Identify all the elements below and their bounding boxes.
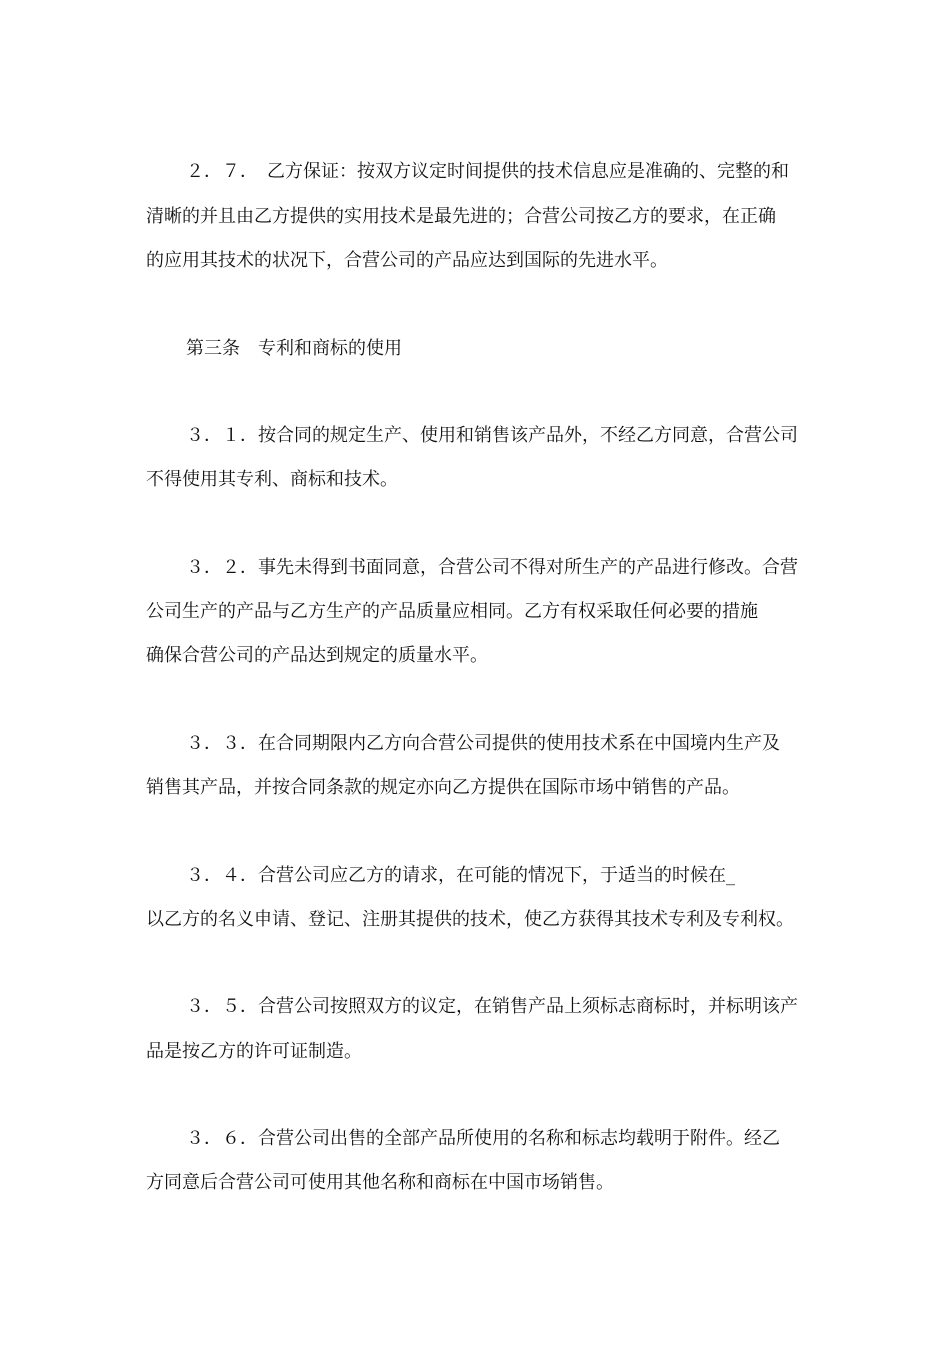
paragraph-line: 的应用其技术的状况下，合营公司的产品应达到国际的先进水平。 [146,250,668,271]
paragraph-line: 清晰的并且由乙方提供的实用技术是最先进的；合营公司按乙方的要求，在正确 [146,206,776,227]
paragraph-line: 销售其产品，并按合同条款的规定亦向乙方提供在国际市场中销售的产品。 [146,777,740,798]
paragraph-line: ３．６．合营公司出售的全部产品所使用的名称和标志均载明于附件。经乙 [186,1128,780,1149]
paragraph-line: ３．４．合营公司应乙方的请求，在可能的情况下，于适当的时候在_ [186,865,735,886]
paragraph-line: ３．３．在合同期限内乙方向合营公司提供的使用技术系在中国境内生产及 [186,733,780,754]
paragraph-line: 不得使用其专利、商标和技术。 [146,469,398,490]
paragraph-line: ３．５．合营公司按照双方的议定，在销售产品上须标志商标时，并标明该产 [186,996,798,1017]
paragraph-line: 品是按乙方的许可证制造。 [146,1041,362,1062]
paragraph-line: 公司生产的产品与乙方生产的产品质量应相同。乙方有权采取任何必要的措施 [146,601,758,622]
article-heading: 第三条 专利和商标的使用 [186,338,402,359]
paragraph-line: 确保合营公司的产品达到规定的质量水平。 [146,645,488,666]
paragraph-line: 以乙方的名义申请、登记、注册其提供的技术，使乙方获得其技术专利及专利权。 [146,909,794,930]
paragraph-line: ３．２．事先未得到书面同意，合营公司不得对所生产的产品进行修改。合营 [186,557,798,578]
paragraph-line: 方同意后合营公司可使用其他名称和商标在中国市场销售。 [146,1172,614,1193]
paragraph-line: ２．７． 乙方保证：按双方议定时间提供的技术信息应是准确的、完整的和 [186,161,789,182]
paragraph-line: ３．１．按合同的规定生产、使用和销售该产品外，不经乙方同意，合营公司 [186,425,798,446]
